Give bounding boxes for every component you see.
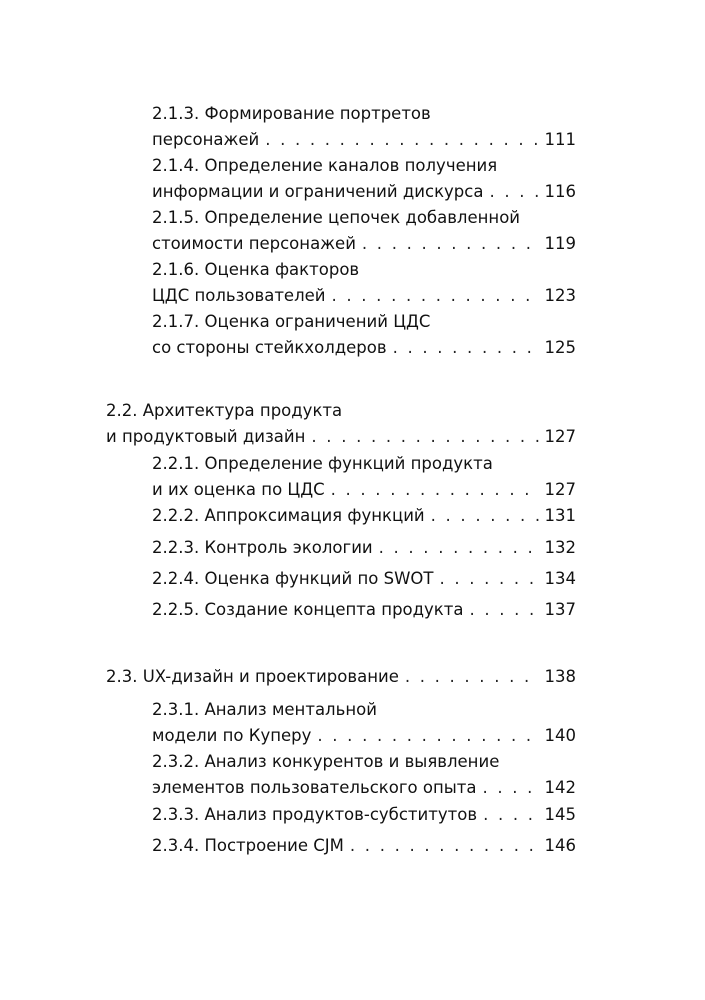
dot-leader [379, 535, 539, 561]
toc-entry-title: 2.2.3. Контроль экологии [152, 538, 373, 557]
toc-section-entry[interactable] [106, 664, 576, 690]
toc-entry[interactable] [152, 309, 576, 361]
toc-entry-title: 2.2.5. Создание концепта продукта [152, 600, 464, 619]
toc-page-number: 142 [544, 778, 576, 797]
toc-entry[interactable] [152, 257, 576, 309]
dot-leader [482, 775, 538, 801]
toc-page-number: 138 [544, 667, 576, 686]
dot-leader [265, 127, 538, 153]
toc-entry[interactable] [152, 503, 576, 529]
toc-entry-title: 2.3.2. Анализ конкурентов и выявление [152, 752, 500, 771]
toc-entry-title-cont: элементов пользовательского опыта [152, 778, 477, 797]
toc-entry-title-cont: ЦДС пользователей [152, 286, 326, 305]
toc-page-number: 116 [544, 182, 576, 201]
dot-leader [331, 477, 539, 503]
toc-entry-title: 2.3.4. Построение CJM [152, 836, 344, 855]
toc-entry-title: 2.2.2. Аппроксимация функций [152, 506, 425, 525]
toc-entry[interactable] [152, 566, 576, 592]
dot-leader [362, 231, 539, 257]
toc-entry[interactable] [152, 153, 576, 205]
toc-section-entry[interactable] [106, 398, 576, 450]
toc-entry[interactable] [152, 833, 576, 859]
toc-entry[interactable] [152, 697, 576, 749]
toc-page-number: 140 [544, 726, 576, 745]
toc-entry-title-cont: стоимости персонажей [152, 234, 356, 253]
toc-page-number: 146 [544, 836, 576, 855]
toc-entry-title: 2.3.3. Анализ продуктов-субститутов [152, 805, 478, 824]
toc-page-number: 134 [544, 569, 576, 588]
dot-leader [405, 664, 539, 690]
toc-entry[interactable] [152, 802, 576, 828]
toc-entry-title: 2.2. Архитектура продукта [106, 401, 343, 420]
toc-entry-title: 2.2.4. Оценка функций по SWOT [152, 569, 434, 588]
toc-entry[interactable] [152, 749, 576, 801]
toc-entry-title: 2.1.4. Определение каналов получения [152, 156, 498, 175]
toc-entry-title: 2.3.1. Анализ ментальной [152, 700, 377, 719]
toc-entry-title: 2.1.7. Оценка ограничений ЦДС [152, 312, 431, 331]
toc-page-number: 119 [544, 234, 576, 253]
toc-page-number: 137 [544, 600, 576, 619]
toc-entry-title: 2.1.6. Оценка факторов [152, 260, 360, 279]
toc-page-number: 127 [544, 480, 576, 499]
dot-leader [483, 802, 538, 828]
toc-entry-title: 2.1.5. Определение цепочек добавленной [152, 208, 521, 227]
dot-leader [489, 179, 538, 205]
toc-entry[interactable] [152, 101, 576, 153]
dot-leader [439, 566, 538, 592]
toc-entry-title: 2.1.3. Формирование портретов [152, 104, 431, 123]
toc-entry[interactable] [152, 535, 576, 561]
toc-entry-title-cont: и их оценка по ЦДС [152, 480, 325, 499]
toc-entry[interactable] [152, 205, 576, 257]
toc-page-number: 127 [544, 427, 576, 446]
toc-entry-title-cont: персонажей [152, 130, 260, 149]
toc-entry[interactable] [152, 597, 576, 623]
dot-leader [332, 283, 539, 309]
toc-entry-title: 2.2.1. Определение функций продукта [152, 454, 493, 473]
toc-page-number: 131 [544, 506, 576, 525]
toc-entry-title: 2.3. UX-дизайн и проектирование [106, 667, 399, 686]
toc-entry-title-cont: информации и ограничений дискурса [152, 182, 484, 201]
dot-leader [317, 723, 538, 749]
toc-entry-title-cont: со стороны стейкхолдеров [152, 338, 387, 357]
dot-leader [431, 503, 539, 529]
toc-page-number: 132 [544, 538, 576, 557]
toc-page-number: 125 [544, 338, 576, 357]
dot-leader [470, 597, 539, 623]
toc-page-number: 111 [544, 130, 576, 149]
dot-leader [350, 833, 539, 859]
toc-page-number: 145 [544, 805, 576, 824]
dot-leader [311, 424, 538, 450]
toc-entry-title-cont: модели по Куперу [152, 726, 312, 745]
toc-page-number: 123 [544, 286, 576, 305]
toc-entry[interactable] [152, 451, 576, 503]
dot-leader [393, 335, 539, 361]
toc-entry-title-cont: и продуктовый дизайн [106, 427, 306, 446]
